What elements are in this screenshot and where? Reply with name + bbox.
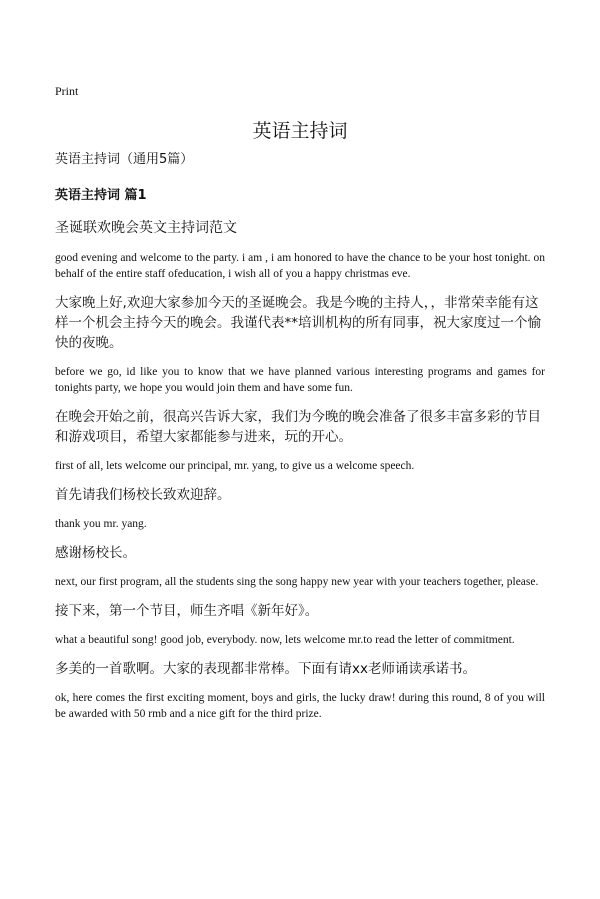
paragraph: 感谢杨校长。 [55, 545, 136, 561]
paragraph: before we go, id like you to know that we have planned various interesting programs and games for tonights party, we hope you would join them and have some fun. [55, 366, 545, 394]
paragraph: 首先请我们杨校长致欢迎辞。 [55, 487, 231, 503]
paragraph: 多美的一首歌啊。大家的表现都非常棒。下面有请xx老师诵读承诺书。 [55, 661, 476, 677]
section-subheading: 圣诞联欢晚会英文主持词范文 [55, 220, 237, 236]
paragraph: ok, here comes the first exciting moment, boys and girls, the lucky draw! during this round, 8 of you will be awarded with 50 rmb and a nice gift for the third prize. [55, 692, 545, 720]
section-heading: 英语主持词 篇1 [55, 188, 147, 203]
print-link[interactable]: Print [55, 84, 79, 98]
paragraph: good evening and welcome to the party. i am , i am honored to have the chance to be your host tonight. on behalf of the entire staff ofeducation, i wish all of you a happy christmas eve. [55, 252, 545, 280]
paragraph: first of all, lets welcome our principal, mr. yang, to give us a welcome speech. [55, 460, 415, 472]
paragraph: 接下来，第一个节目，师生齐唱《新年好》。 [55, 603, 319, 619]
document-subtitle: 英语主持词（通用5篇） [55, 152, 194, 167]
paragraph: 大家晚上好,欢迎大家参加今天的圣诞晚会。我是今晚的主持人，，非常荣幸能有这样一个机会主持今天的晚会。我谨代表**培训机构的所有同事，祝大家度过一个愉快的夜晚。 [55, 295, 541, 351]
paragraph: what a beautiful song! good job, everybody. now, lets welcome mr.to read the letter of commitment. [55, 634, 515, 646]
paragraph: thank you mr. yang. [55, 518, 147, 530]
document-title: 英语主持词 [252, 120, 348, 142]
document-body [55, 150, 545, 733]
paragraph: next, our first program, all the students sing the song happy new year with your teachers together, please. [55, 576, 539, 588]
paragraph: 在晚会开始之前，很高兴告诉大家，我们为今晚的晚会准备了很多丰富多彩的节目和游戏项目，希望大家都能参与进来，玩的开心。 [55, 409, 541, 445]
